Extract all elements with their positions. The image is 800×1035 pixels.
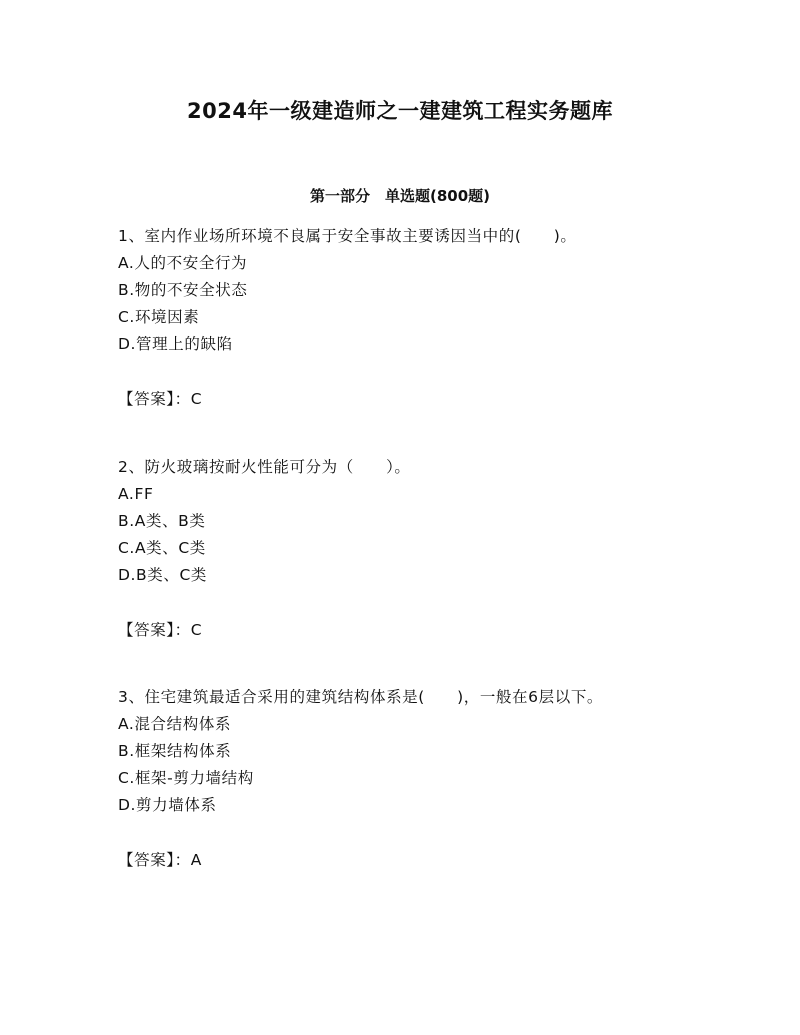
- section-title: 第一部分 单选题(800题): [309, 187, 491, 205]
- answer-label: 【答案】：: [118, 390, 191, 408]
- option-d: D.管理上的缺陷: [118, 335, 233, 353]
- question-2: [118, 454, 738, 644]
- answer-value: C: [190, 621, 203, 639]
- question-stem: 1、室内作业场所环境不良属于安全事故主要诱因当中的( )。: [118, 227, 577, 245]
- question-1: [118, 223, 738, 413]
- answer-value: A: [190, 851, 202, 869]
- answer-line: [118, 847, 738, 874]
- option-b: B.物的不安全状态: [118, 281, 248, 299]
- option-d: D.B类、C类: [118, 566, 208, 584]
- answer-label: 【答案】：: [118, 851, 191, 869]
- document-title: 2024年一级建造师之一建建筑工程实务题库: [187, 99, 613, 123]
- option-c: C.环境因素: [118, 308, 200, 326]
- answer-label: 【答案】：: [118, 621, 191, 639]
- option-b: B.A类、B类: [118, 512, 206, 530]
- option-a: A.FF: [118, 485, 154, 503]
- answer-line: [118, 386, 738, 413]
- option-a: A.混合结构体系: [118, 715, 232, 733]
- option-d: D.剪力墙体系: [118, 796, 217, 814]
- question-stem: 2、防火玻璃按耐火性能可分为（ ）。: [118, 458, 411, 476]
- option-c: C.A类、C类: [118, 539, 206, 557]
- option-c: C.框架-剪力墙结构: [118, 769, 254, 787]
- option-b: B.框架结构体系: [118, 742, 232, 760]
- question-3: [118, 684, 738, 874]
- answer-value: C: [190, 390, 203, 408]
- option-a: A.人的不安全行为: [118, 254, 248, 272]
- question-stem: 3、住宅建筑最适合采用的建筑结构体系是( )，一般在6层以下。: [118, 688, 604, 706]
- answer-line: [118, 617, 738, 644]
